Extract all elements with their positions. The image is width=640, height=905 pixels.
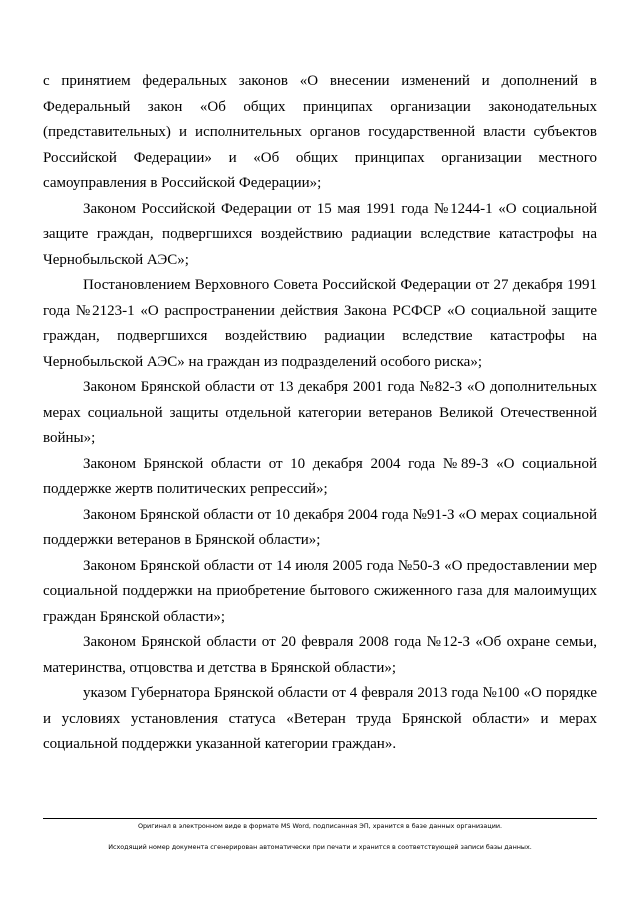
document-body — [43, 69, 597, 758]
paragraph-governor-decree-100: указом Губернатора Брянской области от 4 февраля 2013 года №100 «О порядке и условиях установления статуса «Ветеран труда Брянской области» и мерах социальной поддержки указанной категории граждан». — [43, 685, 597, 752]
paragraph-bryansk-law-12: Законом Брянской области от 20 февраля 2008 года №12-З «Об охране семьи, материнства, отцовства и детства в Брянской области»; — [43, 634, 597, 676]
paragraph-supreme-council-resolution: Постановлением Верховного Совета Российской Федерации от 27 декабря 1991 года №2123-1 «О распространении действия Закона РСФСР «О социальной защите граждан, подвергшихся воздействию радиации вследствие катастрофы на Чернобыльской АЭС» на граждан из подразделений особого риска»; — [43, 277, 597, 370]
footer-original-note: Оригинал в электронном виде в формате MS Word, подписанная ЭП, хранится в базе данных организации. — [137, 822, 503, 830]
footer-number-note: Исходящий номер документа сгенерирован автоматически при печати и хранится в соответствующей записи базы данных. — [108, 843, 532, 851]
paragraph-bryansk-law-89: Законом Брянской области от 10 декабря 2004 года №89-З «О социальной поддержке жертв политических репрессий»; — [43, 455, 597, 497]
paragraph-chernobyl-law: Законом Российской Федерации от 15 мая 1991 года №1244-1 «О социальной защите граждан, подвергшихся воздействию радиации вследствие катастрофы на Чернобыльской АЭС»; — [43, 200, 597, 268]
paragraph-bryansk-law-91: Законом Брянской области от 10 декабря 2004 года №91-З «О мерах социальной поддержки ветеранов в Брянской области»; — [43, 506, 597, 548]
paragraph-bryansk-law-82: Законом Брянской области от 13 декабря 2001 года №82-З «О дополнительных мерах социальной защиты отдельной категории ветеранов Великой Отечественной войны»; — [43, 379, 597, 446]
footer-divider — [43, 818, 597, 819]
paragraph-federal-laws-amendments: с принятием федеральных законов «О внесении изменений и дополнений в Федеральный закон «Об общих принципах организации законодательных (представительных) и исполнительных органов государственной власти субъектов Российской Федерации» и «Об общих принципах организации местного самоуправления в Российской Федерации»; — [43, 73, 597, 191]
paragraph-bryansk-law-50: Законом Брянской области от 14 июля 2005 года №50-З «О предоставлении мер социальной поддержки на приобретение бытового сжиженного газа для малоимущих граждан Брянской области»; — [43, 557, 597, 625]
